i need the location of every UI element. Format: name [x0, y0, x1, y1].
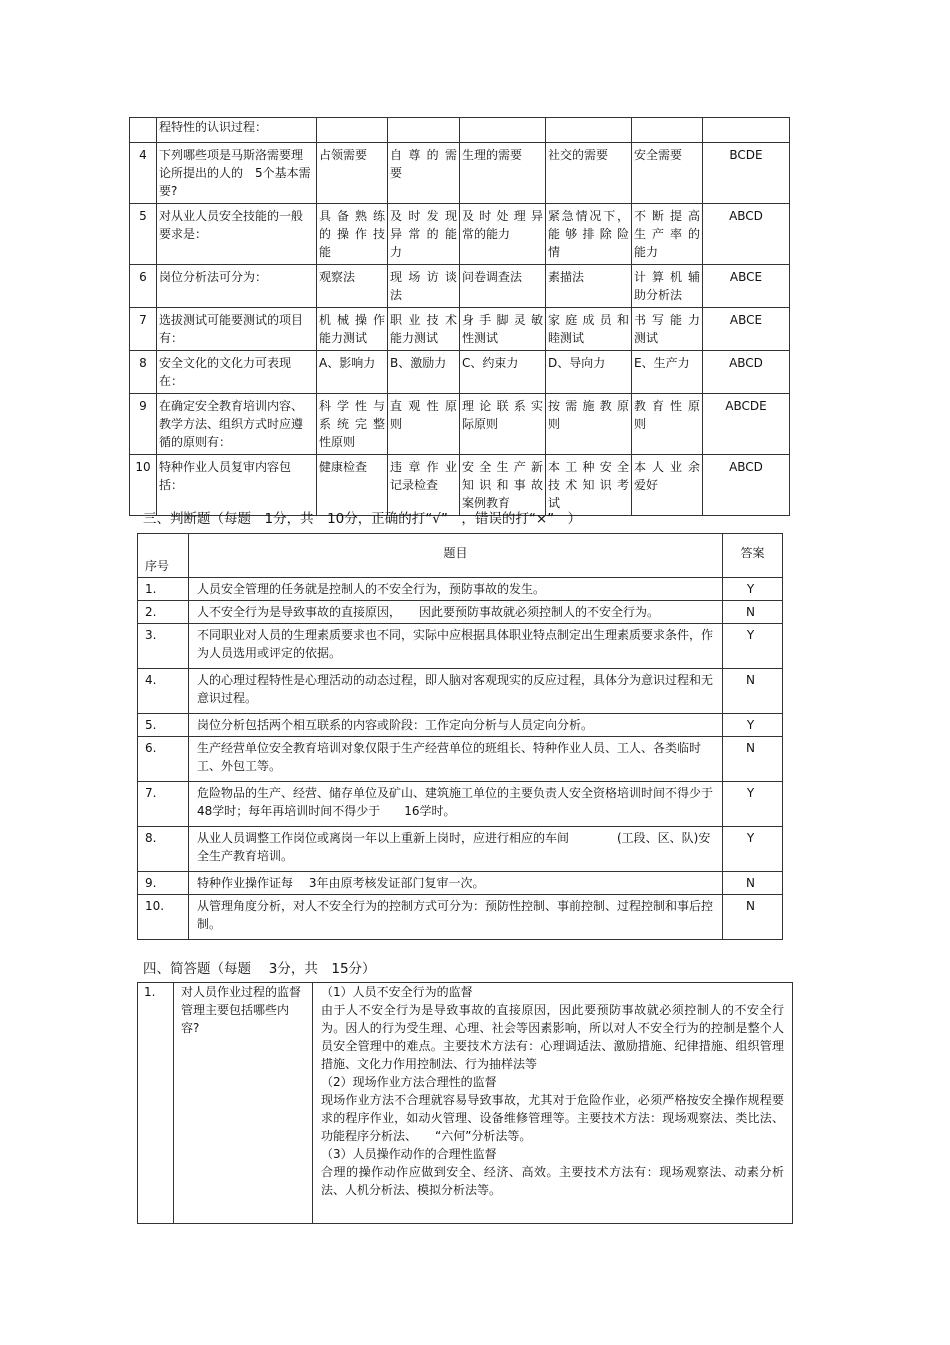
question-number: 7 [130, 308, 157, 351]
option-a: 科 学 性 与系 统 完 整性原则 [317, 394, 388, 455]
question-text: 对从业人员安全技能的一般要求是： [157, 204, 317, 265]
option-d: 素描法 [546, 265, 632, 308]
option-d [546, 118, 632, 143]
table-row [138, 737, 783, 782]
table-row [130, 118, 790, 143]
option-e: 计 算 机 辅助分析法 [632, 265, 703, 308]
answer: ABCD [703, 204, 790, 265]
column-header-question: 题目 [189, 534, 723, 578]
question-text: 人不安全行为是导致事故的直接原因， 因此要预防事故就必须控制人的不安全行为。 [189, 601, 723, 624]
question-number: 3. [138, 624, 189, 669]
question-number: 8. [138, 827, 189, 872]
option-a: 观察法 [317, 265, 388, 308]
option-c: 身 手 脚 灵 敏性测试 [460, 308, 546, 351]
answer-paragraph: 由于人不安全行为是导致事故的直接原因，因此要预防事故就必须控制人的不安全行为。因人的行为受生理、心理、社会等因素影响，所以对人不安全行为的控制是整个人员安全管理中的难点。主要技术方法有：心理调适法、激励措施、纪律措施、组织管理措施、文化力作用控制法、行为抽样法等 [321, 1003, 784, 1071]
answer: ABCDE [703, 394, 790, 455]
answer: ABCD [703, 455, 790, 516]
option-c: 安 全 生 产 新知 识 和 事 故案例教育 [460, 455, 546, 516]
answer: Y [723, 624, 783, 669]
answer: Y [723, 714, 783, 737]
table-row [138, 872, 783, 895]
option-b: 直 观 性 原则 [388, 394, 460, 455]
option-c: 理 论 联 系 实际原则 [460, 394, 546, 455]
question-number: 1. [138, 578, 189, 601]
question-number [130, 118, 157, 143]
question-number: 9. [138, 872, 189, 895]
judgement-heading: 三、判断题（每题 1分，共 10分，正确的打“√” ，错误的打“×” ） [143, 511, 582, 527]
question-number: 6 [130, 265, 157, 308]
question-text: 岗位分析包括两个相互联系的内容或阶段：工作定向分析与人员定向分析。 [189, 714, 723, 737]
answer [703, 118, 790, 143]
answer: ABCE [703, 265, 790, 308]
answer-subheading: （2）现场作业方法合理性的监督 [321, 1075, 497, 1089]
option-e [632, 118, 703, 143]
option-e: 书 写 能 力测试 [632, 308, 703, 351]
option-b: 违 章 作 业记录检查 [388, 455, 460, 516]
answer-subheading: （3）人员操作动作的合理性监督 [321, 1147, 497, 1161]
option-d: 家 庭 成 员 和睦测试 [546, 308, 632, 351]
answer: N [723, 895, 783, 940]
multiple-choice-table [129, 117, 790, 516]
answer: N [723, 669, 783, 714]
table-row [130, 394, 790, 455]
option-d: 社交的需要 [546, 143, 632, 204]
option-e: 不 断 提 高生 产 率 的能力 [632, 204, 703, 265]
option-d: D、导向力 [546, 351, 632, 394]
question-text: 从管理角度分析，对人不安全行为的控制方式可分为：预防性控制、事前控制、过程控制和事后控制。 [189, 895, 723, 940]
option-a: 健康检查 [317, 455, 388, 516]
question-text: 特种作业人员复审内容包括： [157, 455, 317, 516]
question-text: 危险物品的生产、经营、储存单位及矿山、建筑施工单位的主要负责人安全资格培训时间不得少于 48学时；每年再培训时间不得少于 16学时。 [189, 782, 723, 827]
question-text: 特种作业操作证每 3年由原考核发证部门复审一次。 [189, 872, 723, 895]
question-text: 选拔测试可能要测试的项目有： [157, 308, 317, 351]
answer: ABCE [703, 308, 790, 351]
table-row [130, 308, 790, 351]
question-text: 对人员作业过程的监督管理主要包括哪些内容? [174, 983, 313, 1224]
option-d: 按 需 施 教 原则 [546, 394, 632, 455]
short-answer-table [137, 982, 793, 1224]
answer: ABCD [703, 351, 790, 394]
question-text: 生产经营单位安全教育培训对象仅限于生产经营单位的班组长、特种作业人员、工人、各类临时工、外包工等。 [189, 737, 723, 782]
option-c: 及 时 处 理 异常的能力 [460, 204, 546, 265]
table-row [138, 601, 783, 624]
question-text: 不同职业对人员的生理素质要求也不同，实际中应根据具体职业特点制定出生理素质要求条件，作为人员选用或评定的依据。 [189, 624, 723, 669]
question-text: 岗位分析法可分为： [157, 265, 317, 308]
table-row [130, 204, 790, 265]
option-b: 及 时 发 现异 常 的 能力 [388, 204, 460, 265]
option-c: 问卷调查法 [460, 265, 546, 308]
question-number: 10 [130, 455, 157, 516]
option-a: 具 备 熟 练的 操 作 技能 [317, 204, 388, 265]
option-c [460, 118, 546, 143]
option-b: 现 场 访 谈法 [388, 265, 460, 308]
answer-paragraph: 合理的操作动作应做到安全、经济、高效。主要技术方法有：现场观察法、动素分析法、人机分析法、模拟分析法等。 [321, 1165, 784, 1197]
option-b: 职 业 技 术能力测试 [388, 308, 460, 351]
option-b: 自 尊 的 需要 [388, 143, 460, 204]
table-row [138, 782, 783, 827]
question-number: 5 [130, 204, 157, 265]
question-number: 10. [138, 895, 189, 940]
column-header-answer: 答案 [723, 534, 783, 578]
option-e: 本 人 业 余爱好 [632, 455, 703, 516]
question-number: 9 [130, 394, 157, 455]
table-row [130, 143, 790, 204]
option-a: 占领需要 [317, 143, 388, 204]
question-number: 2. [138, 601, 189, 624]
question-number: 4. [138, 669, 189, 714]
option-e: 教 育 性 原则 [632, 394, 703, 455]
table-row [138, 895, 783, 940]
question-text: 人员安全管理的任务就是控制人的不安全行为，预防事故的发生。 [189, 578, 723, 601]
question-number: 4 [130, 143, 157, 204]
option-c: 生理的需要 [460, 143, 546, 204]
question-text: 程特性的认识过程： [157, 118, 317, 143]
answer-text [313, 983, 793, 1224]
option-e: 安全需要 [632, 143, 703, 204]
question-text: 安全文化的文化力可表现在： [157, 351, 317, 394]
option-e: E、生产力 [632, 351, 703, 394]
answer: N [723, 601, 783, 624]
option-d: 本 工 种 安 全技 术 知 识 考试 [546, 455, 632, 516]
answer-subheading: （1）人员不安全行为的监督 [321, 985, 473, 999]
question-number: 1. [138, 983, 174, 1224]
table-row [138, 578, 783, 601]
judgement-table [137, 533, 783, 940]
question-number: 7. [138, 782, 189, 827]
table-row [138, 714, 783, 737]
option-b [388, 118, 460, 143]
question-text: 在确定安全教育培训内容、教学方法、组织方式时应遵循的原则有： [157, 394, 317, 455]
answer: N [723, 737, 783, 782]
answer: Y [723, 578, 783, 601]
table-header-row [138, 534, 783, 578]
column-header-number: 序号 [138, 534, 189, 578]
question-text: 从业人员调整工作岗位或离岗一年以上重新上岗时，应进行相应的车间 (工段、区、队)安全生产教育培训。 [189, 827, 723, 872]
table-row [130, 265, 790, 308]
option-a: 机 械 操 作能力测试 [317, 308, 388, 351]
question-number: 5. [138, 714, 189, 737]
question-text: 人的心理过程特性是心理活动的动态过程，即人脑对客观现实的反应过程，具体分为意识过程和无意识过程。 [189, 669, 723, 714]
option-a: A、影响力 [317, 351, 388, 394]
table-row [138, 669, 783, 714]
table-row [138, 624, 783, 669]
table-row [138, 827, 783, 872]
option-b: B、激励力 [388, 351, 460, 394]
option-a [317, 118, 388, 143]
table-row [138, 983, 793, 1224]
answer: Y [723, 827, 783, 872]
table-row [130, 351, 790, 394]
answer: Y [723, 782, 783, 827]
question-number: 6. [138, 737, 189, 782]
answer: N [723, 872, 783, 895]
question-text: 下列哪些项是马斯洛需要理论所提出的人的 5个基本需要? [157, 143, 317, 204]
answer: BCDE [703, 143, 790, 204]
answer-paragraph: 现场作业方法不合理就容易导致事故，尤其对于危险作业，必须严格按安全操作规程要求的程序作业，如动火管理、设备维修管理等。主要技术方法：现场观察法、类比法、功能程序分析法、 “六何”分析法等。 [321, 1093, 784, 1143]
option-d: 紧急情况下，能 够 排 除 险情 [546, 204, 632, 265]
option-c: C、约束力 [460, 351, 546, 394]
question-number: 8 [130, 351, 157, 394]
short-answer-heading: 四、简答题（每题 3分，共 15分） [143, 961, 376, 977]
